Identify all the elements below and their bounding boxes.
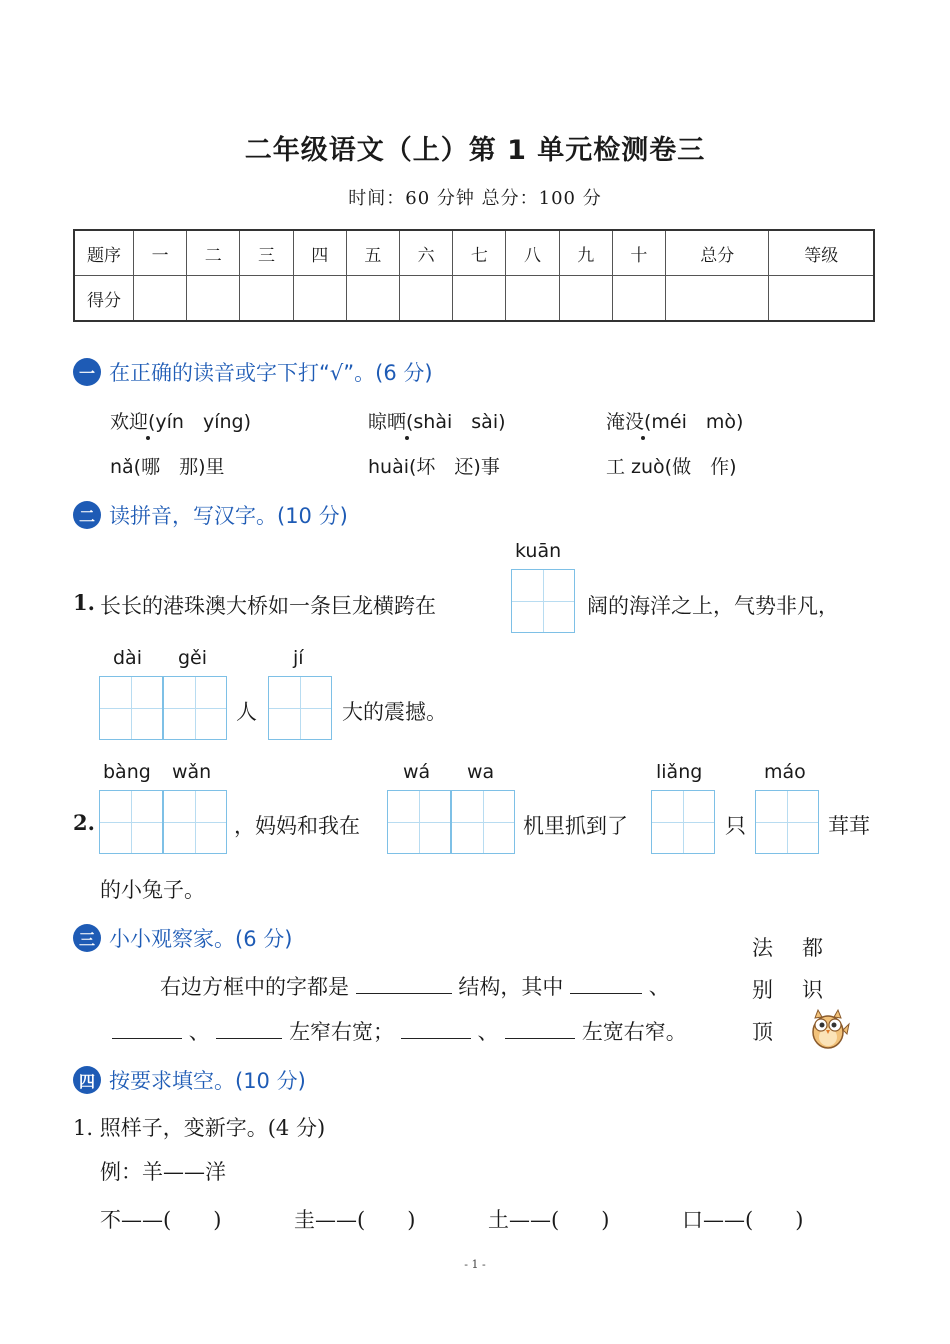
score-cell[interactable]	[187, 276, 240, 322]
question-line	[112, 1016, 687, 1046]
score-cell[interactable]	[400, 276, 453, 322]
writing-box[interactable]	[651, 790, 715, 854]
pinyin-label: liǎng	[656, 761, 703, 783]
question-text: 左宽右窄。	[581, 1020, 687, 1044]
question-text: 茸茸	[828, 814, 870, 838]
section-title: 在正确的读音或字下打“√”。(6 分)	[109, 361, 433, 385]
pinyin-label: wá	[403, 761, 431, 783]
score-col: 七	[453, 230, 506, 276]
observe-char: 别	[752, 978, 773, 1002]
question-text: 阔的海洋之上，气势非凡，	[587, 594, 839, 618]
score-table-row-label: 得分	[74, 276, 134, 322]
writing-box[interactable]	[755, 790, 819, 854]
answer-blank[interactable]	[401, 1016, 471, 1039]
score-table-header-row	[74, 230, 874, 276]
section-1-heading	[73, 357, 433, 387]
question-text: 人	[236, 700, 257, 724]
owl-icon	[804, 1004, 852, 1052]
score-cell[interactable]	[769, 276, 874, 322]
writing-box[interactable]	[163, 790, 227, 854]
writing-box[interactable]	[163, 676, 227, 740]
pinyin-label: gěi	[178, 647, 208, 669]
score-col: 六	[400, 230, 453, 276]
writing-box[interactable]	[99, 676, 163, 740]
section-3-heading	[73, 923, 292, 953]
emphasis-dot	[641, 436, 645, 440]
char-choice-item[interactable]: 工 zuò(做 作)	[606, 456, 737, 478]
char-choice-item[interactable]: huài(坏 还)事	[368, 456, 500, 478]
emphasis-dot	[146, 436, 150, 440]
score-col: 二	[187, 230, 240, 276]
question-text: ，妈妈和我在	[234, 814, 360, 838]
example-text: 例：羊——洋	[100, 1160, 226, 1184]
answer-blank[interactable]	[570, 971, 642, 994]
question-text: 左窄右宽；	[289, 1020, 395, 1044]
pinyin-label: máo	[764, 761, 806, 783]
score-col: 九	[559, 230, 612, 276]
pinyin-label: wa	[467, 761, 495, 783]
separator: 、	[477, 1020, 499, 1044]
pinyin-label: bàng	[103, 761, 151, 783]
pinyin-label: wǎn	[172, 761, 212, 783]
observe-char: 顶	[752, 1020, 773, 1044]
score-col: 八	[506, 230, 559, 276]
score-col: 等级	[769, 230, 874, 276]
section-4-heading	[73, 1065, 306, 1095]
question-text: 长长的港珠澳大桥如一条巨龙横跨在	[100, 594, 436, 618]
score-cell[interactable]	[453, 276, 506, 322]
question-text: 的小兔子。	[100, 878, 205, 902]
score-cell[interactable]	[293, 276, 346, 322]
emphasis-dot	[405, 436, 409, 440]
score-col: 十	[612, 230, 665, 276]
answer-blank[interactable]	[112, 1016, 182, 1039]
question-line	[160, 971, 670, 1001]
separator: 、	[188, 1020, 210, 1044]
score-cell[interactable]	[346, 276, 399, 322]
question-text: 右边方框中的字都是	[160, 975, 349, 999]
question-number: 1.	[73, 590, 95, 615]
question-text: 只	[725, 814, 746, 838]
page-number: - 1 -	[464, 1258, 486, 1271]
section-badge: 四	[73, 1066, 101, 1094]
section-title: 小小观察家。(6 分)	[109, 927, 293, 951]
question-text: 结构，其中	[458, 975, 564, 999]
fill-item[interactable]: 口——( )	[682, 1208, 804, 1232]
writing-box[interactable]	[387, 790, 451, 854]
score-col: 一	[134, 230, 187, 276]
score-col: 三	[240, 230, 293, 276]
pinyin-choice-item[interactable]: 淹没(méi mò)	[606, 411, 744, 433]
section-badge: 一	[73, 358, 101, 386]
answer-blank[interactable]	[216, 1016, 282, 1039]
question-text: 大的震撼。	[342, 700, 447, 724]
section-title: 读拼音，写汉字。(10 分)	[109, 504, 348, 528]
pinyin-label: kuān	[515, 540, 562, 562]
question-number: 2.	[73, 810, 95, 835]
pinyin-label: jí	[293, 647, 304, 669]
score-cell[interactable]	[134, 276, 187, 322]
section-badge: 三	[73, 924, 101, 952]
score-table-row-label: 题序	[74, 230, 134, 276]
score-col: 总分	[666, 230, 769, 276]
exam-info: 时间：60 分钟 总分：100 分	[348, 188, 602, 209]
fill-item[interactable]: 不——( )	[100, 1208, 222, 1232]
score-col: 四	[293, 230, 346, 276]
section-2-heading	[73, 500, 348, 530]
answer-blank[interactable]	[505, 1016, 575, 1039]
section-title: 按要求填空。(10 分)	[109, 1069, 306, 1093]
score-cell[interactable]	[612, 276, 665, 322]
pinyin-label: dài	[113, 647, 142, 669]
score-cell[interactable]	[559, 276, 612, 322]
score-table	[73, 229, 875, 322]
score-col: 五	[346, 230, 399, 276]
page-title: 二年级语文（上）第 1 单元检测卷三	[244, 135, 706, 166]
observe-char: 识	[802, 978, 823, 1002]
score-cell[interactable]	[240, 276, 293, 322]
pinyin-choice-item[interactable]: 欢迎(yín yíng)	[110, 411, 252, 433]
score-cell[interactable]	[506, 276, 559, 322]
observe-char: 都	[802, 936, 823, 960]
fill-item[interactable]: 圭——( )	[294, 1208, 416, 1232]
writing-box[interactable]	[99, 790, 163, 854]
section-badge: 二	[73, 501, 101, 529]
fill-item[interactable]: 土——( )	[488, 1208, 610, 1232]
writing-box[interactable]	[268, 676, 332, 740]
pinyin-choice-item[interactable]: 晾晒(shài sài)	[368, 411, 506, 433]
char-choice-item[interactable]: nǎ(哪 那)里	[110, 456, 225, 478]
observe-char: 法	[752, 936, 773, 960]
score-cell[interactable]	[666, 276, 769, 322]
separator: 、	[648, 975, 670, 999]
score-table-score-row	[74, 276, 874, 322]
question-text: 机里抓到了	[523, 814, 628, 838]
answer-blank[interactable]	[356, 971, 452, 994]
subquestion-title: 1. 照样子，变新字。(4 分)	[73, 1116, 326, 1140]
writing-box[interactable]	[511, 569, 575, 633]
writing-box[interactable]	[451, 790, 515, 854]
